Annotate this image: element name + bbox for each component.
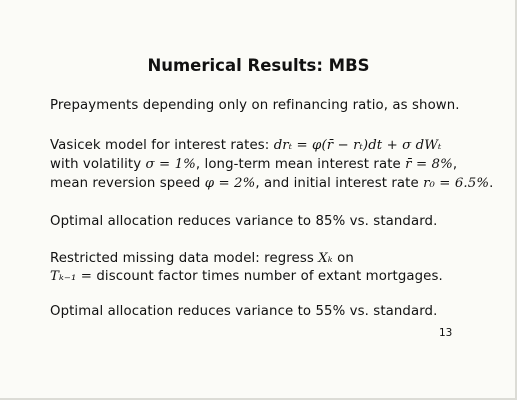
vasicek-line-3 — [50, 176, 493, 191]
vasicek-equation: drₜ = φ(r̄ − rₜ)dt + σ dWₜ — [273, 138, 442, 153]
initial-rate-math: r₀ = 6.5% — [423, 176, 490, 191]
vasicek-line-1 — [50, 138, 441, 153]
long-term-mean-math: r̄ = 8% — [405, 157, 453, 172]
xk-math: Xₖ — [318, 251, 333, 266]
vasicek-text: Vasicek model for interest rates: — [50, 138, 270, 153]
restricted-model-line-2 — [50, 269, 443, 284]
line3-trailing-period: . — [489, 176, 494, 191]
vasicek-line-2 — [50, 157, 457, 172]
long-term-mean-text: , long-term mean interest rate — [195, 157, 401, 172]
line2-trailing-comma: , — [452, 157, 458, 172]
discount-factor-text: discount factor times number of extant mortgages. — [96, 269, 443, 284]
initial-rate-text: , and initial interest rate — [255, 176, 419, 191]
on-text: on — [337, 251, 354, 266]
reversion-speed-math: φ = 2% — [204, 176, 256, 191]
volatility-math: σ = 1% — [145, 157, 196, 172]
reversion-speed-text: mean reversion speed — [50, 176, 201, 191]
restricted-model-line-1 — [50, 251, 354, 266]
optimal-allocation-85-paragraph: Optimal allocation reduces variance to 85% vs. standard. — [50, 214, 438, 229]
slide-title: Numerical Results: MBS — [147, 56, 370, 75]
restricted-model-text: Restricted missing data model: regress — [50, 251, 314, 266]
optimal-allocation-55-paragraph: Optimal allocation reduces variance to 55% vs. standard. — [50, 304, 438, 319]
prepayments-paragraph: Prepayments depending only on refinancing ratio, as shown. — [50, 98, 460, 113]
tk-minus-1-math: Tₖ₋₁ = — [50, 269, 93, 284]
page-number: 13 — [439, 327, 453, 339]
volatility-text: with volatility — [50, 157, 142, 172]
